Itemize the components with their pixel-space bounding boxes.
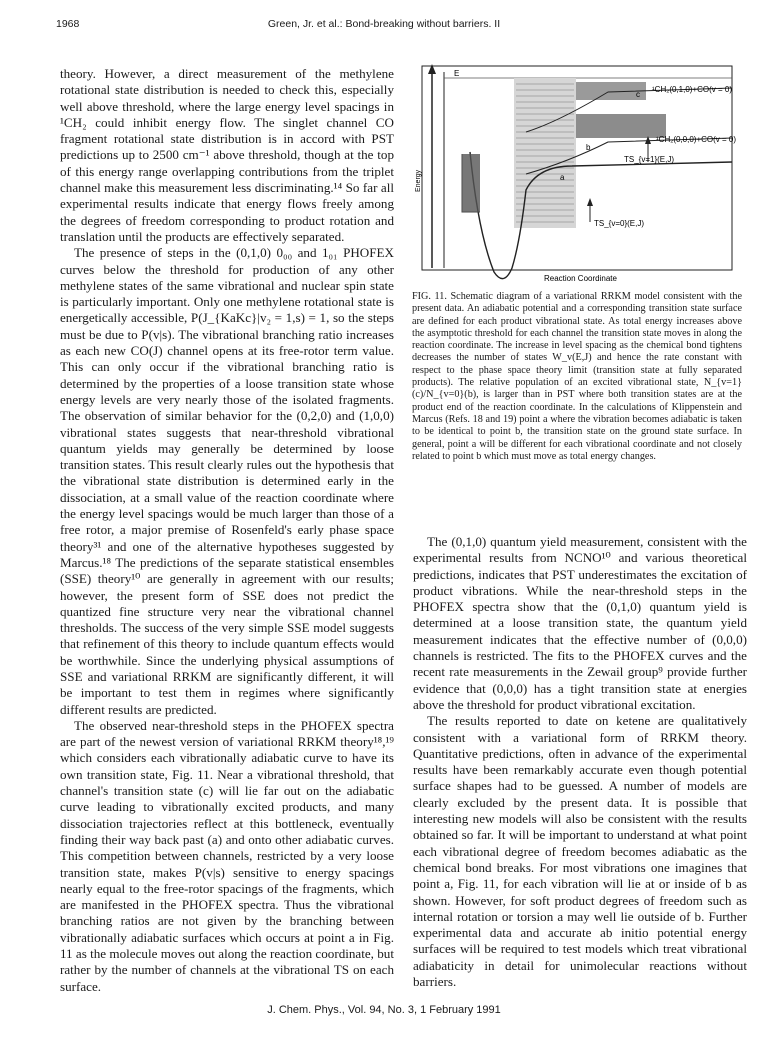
running-title: Green, Jr. et al.: Bond-breaking without barriers. II <box>267 18 501 30</box>
paragraph: theory. However, a direct measurement of the methylene rotational state distribution is needed to check this, especially well above threshold, where the large energy level spacings in ¹CH₂ could inhibit energy flow. The singlet channel CO fragment rotational state distribution is in accord with PST predictions up to 2500 cm⁻¹ above threshold, though at the top of this energy range overlapping contributions from the triplet channel make this measurement less discriminating.¹⁴ So far all experimental results indicate that energy flows freely among the degrees of freedom corresponding to product rotation and translation until the products are effectively separated. <box>60 66 394 244</box>
paragraph: The results reported to date on ketene are qualitatively consistent with a variational form of RRKM theory. Quantitative predictions, often in advance of the experimental results have been remarkably accurate even though potential surface shapes had to be guessed. A number of models are clearly excluded by the present data. It is possible that interesting new models will also be consistent with the results obtained so far. It will be important to understand at what point each vibrational degree of freedom becomes adiabatic as the chemical bond breaks. For most vibrations one imagines that point a, Fig. 11, for each vibration will lie at or inside of b as shown. However, for soft product degrees of freedom such as internal rotation or torsion a may well lie outside of b. Further experimental data and accurate ab initio potential energy surfaces will be required to test models which treat vibrational adiabaticity in detail for unimolecular reactions without barriers. <box>413 713 747 990</box>
journal-footer: J. Chem. Phys., Vol. 94, No. 3, 1 February 1991 <box>267 1004 501 1016</box>
figure-11-diagram <box>408 62 744 286</box>
well-shading <box>462 154 480 212</box>
point-b: b <box>586 143 591 152</box>
reaction-coordinate-label: Reaction Coordinate <box>544 274 617 283</box>
page-number: 1968 <box>56 18 80 30</box>
band-region <box>514 78 576 228</box>
figure-caption: FIG. 11. Schematic diagram of a variational RRKM model consistent with the present data. An adiabatic potential and a corresponding transition state surface are defined for each product vibrational state. As total energy increases above the asymptotic threshold for each channel the transition state moves in along the reaction coordinate. The increase in level spacing as the chemical bond tightens decreases the number of states W_v(E,J) and hence the rate constant with respect to the phase space theory limit (transition state at fully separated products). The relative population of an excited vibrational state, N_{v=1}(c)/N_{v=0}(b), is larger than in PST where both transition states are at the product end of the reaction coordinate. In the calculations of Klippenstein and Marcus (Refs. 18 and 19) point a where the vibration becomes adiabatic is taken to be identical to point b, the transition state on the ground state surface. In general, point a will be different for each vibrational coordinate and not closely related to point b which must move as total energy changes. <box>412 291 742 462</box>
right-column <box>413 534 747 990</box>
point-a: a <box>560 173 565 182</box>
left-column <box>60 66 394 995</box>
ts-lower-label: TS_{v=0}(E,J) <box>594 219 645 228</box>
e-label: E <box>454 69 460 78</box>
upper-products-label: ¹CH₂(0,1,0)+CO(v = 0) <box>652 85 733 94</box>
ts-upper-label: TS_{v=1}(E,J) <box>624 155 675 164</box>
paragraph: The presence of steps in the (0,1,0) 0₀₀ and 1₀₁ PHOFEX curves below the threshold for production of any other methylene states of the same vibrational and nuclear spin state is particularly important. Only one methylene rotational state is energetically accessible, P(J_{KaKc}|v₂ = 1,s) = 1, so the steps must be due to P(v|s). The vibrational branching ratio increases as each new CO(J) channel opens at its free-rotor term value. This can only occur if the vibrational branching ratio is determined by the properties of a loose transition state whose energy levels are very nearly those of the isolated fragments. The observation of similar behavior for the (0,2,0) and (1,0,0) vibrational states suggests that near-threshold vibrational quantum yields may generally be determined by loose transition states. This result clearly rules out the hypothesis that the vibrational state distribution is determined early in the dissociation, at a small value of the reaction coordinate where the energy level spacings would be much larger than those of a free rotor, a major premise of Rosenfeld's early phase space theory³¹ and one of the alternative hypotheses suggested by Marcus.¹⁸ The predictions of the separate statistical ensembles (SSE) theory¹⁰ are generally in agreement with our results; however, the present form of SSE does not predict the quantized fine structure very near the vibrational channel thresholds. The success of the very simple SSE model suggests that refinement of this theory to include quantum effects would be worthwhile. Since the underlying physical assumptions of SSE and variational RRKM are significantly different, it will be important to test them in regimes where significantly different results are predicted. <box>60 245 394 717</box>
lower-products-label: ¹CH₂(0,0,0)+CO(v = 0) <box>656 135 737 144</box>
point-c: c <box>636 90 640 99</box>
energy-axis-label: Energy <box>415 169 422 192</box>
paragraph: The (0,1,0) quantum yield measurement, consistent with the experimental results from NCNO¹⁰ and various theoretical predictions, indicates that PST underestimates the excitation of product vibrations. While the near-threshold steps in the PHOFEX spectra show that the (0,1,0) quantum yield is determined at a loose transition state, the quantum yield measurement indicates that the effective number of (0,0,0) channels is restricted. The fits to the PHOFEX curves and the recent rate measurements in the Zewail group⁹ provide further evidence that (0,0,0) has a tight transition state at energies above the threshold for product vibrational excitation. <box>413 534 747 712</box>
lower-asymptote-band <box>576 114 666 138</box>
ground-potential-curve <box>470 152 732 279</box>
paragraph: The observed near-threshold steps in the PHOFEX spectra are part of the newest version of variational RRKM theory¹⁸,¹⁹ which considers each vibrationally adiabatic curve to have its own transition state, Fig. 11. Near a vibrational threshold, that channel's transition state (c) will lie far out on the adiabatic curve leading to vibrationally excited products, and many dissociation trajectories reflect at this bottleneck, eventually finding their way back past (a) and onto other adiabatic curves. This competition between channels, restricted by a very loose transition state, makes P(v|s) sensitive to energy spacings nearly equal to the free-rotor spacings of the fragments, which are manifested in the PHOFEX spectra. Thus the vibrational branching ratios are not given by the branching between vibrationally adiabatic surfaces which occurs at point a in Fig. 11 as the molecule moves out along the reaction coordinate, but rather by the number of channels at the vibrational TS on each surface. <box>60 717 394 994</box>
